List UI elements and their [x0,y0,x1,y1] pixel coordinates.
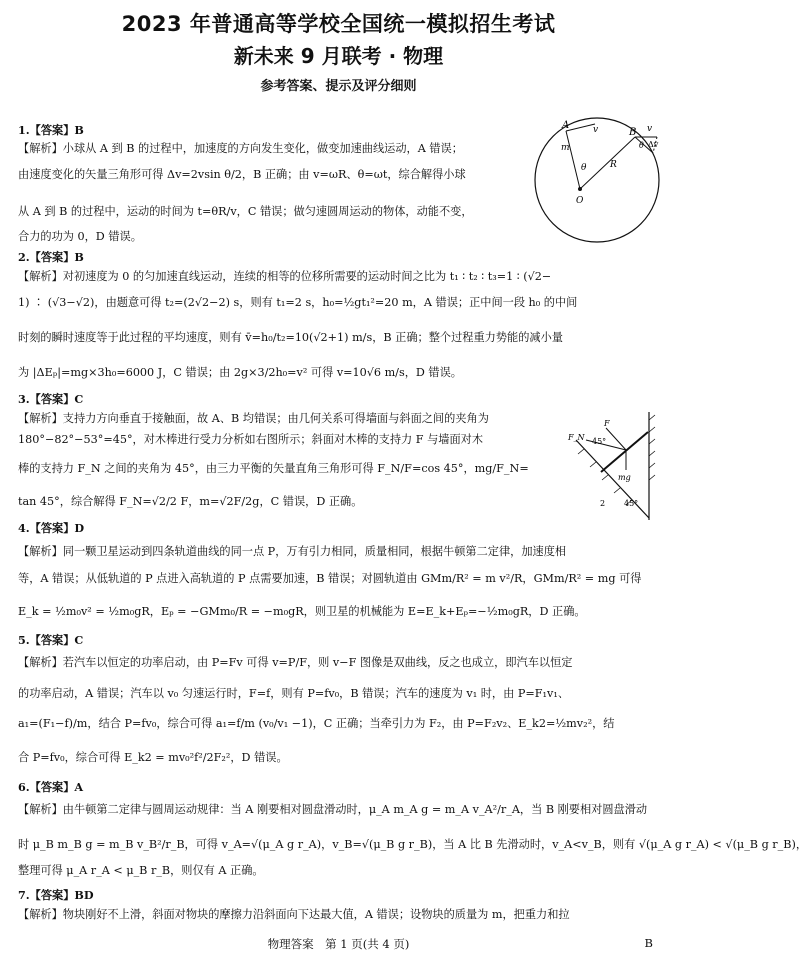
q1-circle-diagram [535,115,665,250]
q6-line1: 【解析】由牛顿第二定律与圆周运动规律：当 A 刚要相对圆盘滑动时，μ_A m_A g = m_A v_A²/r_A，当 B 刚要相对圆盘滑动 [18,803,648,816]
q2-line2: 1) ∶ (√3−√2)，由题意可得 t₂=(2√2−2) s，则有 t₁=2 s，h₀=½gt₁²=20 m，A 错误；正中间一段 h₀ 的中间 [18,296,578,309]
q1-line4: 合力的功为 0，D 错误。 [18,230,142,243]
q7-line1: 【解析】物块刚好不上滑，斜面对物块的摩擦力沿斜面向下达最大值，A 错误；设物块的质量为 m，把重力和拉 [18,908,570,921]
page-footer: 物理答案 第 1 页(共 4 页) [267,937,410,951]
q6-line2: 时 μ_B m_B g = m_B v_B²/r_B，可得 v_A=√(μ_A g r_A)，v_B=√(μ_B g r_B)，当 A 比 B 先滑动时，v_A<v_B，则有 √(μ_A g r_A) < √(μ_B g r_B)， [18,838,807,851]
q3-answer: 3.【答案】C [18,392,84,406]
q1-line2: 由速度变化的矢量三角形可得 Δv=2vsin θ/2，B 正确；由 v=ωR、θ=ωt，综合解得小球 [18,168,466,181]
q3-line3: 棒的支持力 F_N 之间的夹角为 45°，由三力平衡的矢量直角三角形可得 F_N/F=cos 45°，mg/F_N= [18,462,529,475]
exam-title: 2023 年普通高等学校全国统一模拟招生考试 [121,12,556,36]
q3-fig-2: 2 [600,499,606,508]
section-title: 参考答案、提示及评分细则 [260,79,417,94]
q7-answer: 7.【答案】BD [18,888,94,902]
q1-fig-m: m [561,143,570,153]
q5-line3: a₁=(F₁−f)/m，结合 P=fv₀，综合可得 a₁=f/m (v₀/v₁ −1)，C 正确；当牵引力为 F₂，由 P=F₂v₂、E_k2=½mv₂²，结 [18,717,615,730]
q1-answer: 1.【答案】B [18,123,84,137]
q3-fig-mg: mg [618,473,631,482]
q3-rod-diagram [566,410,661,522]
q1-fig-B: B [629,127,637,138]
q1-fig-R: R [610,160,617,170]
q3-fig-F: F [604,419,610,428]
q3-line1: 【解析】支持力方向垂直于接触面，故 A、B 均错误；由几何关系可得墙面与斜面之间的夹角为 [18,412,489,425]
q2-line4: 为 |ΔEₚ|=mg×3h₀=6000 J，C 错误；由 2g×3/2h₀=v² 可得 v=10√6 m/s，D 错误。 [18,366,462,379]
q4-line1: 【解析】同一颗卫星运动到四条轨道曲线的同一点 P，万有引力相同，质量相同，根据牛顿第二定律，加速度相 [18,545,567,558]
q1-line3: 从 A 到 B 的过程中，运动的时间为 t=θR/v，C 错误；做匀速圆周运动的物体，动能不变， [18,205,473,218]
q1-fig-O: O [576,196,584,206]
q3-fig-FN: F_N [568,433,585,442]
q5-answer: 5.【答案】C [18,633,84,647]
q5-line1: 【解析】若汽车以恒定的功率启动，由 P=Fv 可得 v=P/F，则 v−F 图像是双曲线，反之也成立，即汽车以恒定 [18,656,573,669]
q1-fig-theta2: θ [639,141,644,150]
q1-line1: 【解析】小球从 A 到 B 的过程中，加速度的方向发生变化，做变加速曲线运动，A 错误； [18,142,463,155]
version-mark: B [644,936,653,950]
q5-line4: 合 P=fv₀，综合可得 E_k2 = mv₀²f²/2F₂²，D 错误。 [18,751,288,764]
q4-answer: 4.【答案】D [18,521,85,535]
q1-fig-A: A [562,120,570,131]
exam-subtitle: 新未来 9 月联考 · 物理 [233,44,444,68]
q4-line2: 等，A 错误；从低轨道的 P 点进入高轨道的 P 点需要加速，B 错误；对圆轨道由 GMm/R² = m v²/R，GMm/R² = mg 可得 [18,572,642,585]
q3-line4: tan 45°，综合解得 F_N=√2/2 F，m=√2F/2g，C 错误，D 正确。 [18,495,363,508]
q4-line3: E_k = ½m₀v² = ½m₀gR，Eₚ = −GMm₀/R = −m₀gR，则卫星的机械能为 E=E_k+Eₚ=−½m₀gR，D 正确。 [18,605,586,618]
q3-line2: 180°−82°−53°=45°，对木棒进行受力分析如右图所示；斜面对木棒的支持力 F 与墙面对木 [18,433,484,446]
q1-fig-dv: Δv [648,140,659,149]
q1-fig-v2: v [647,124,653,134]
q5-line2: 的功率启动，A 错误；汽车以 v₀ 匀速运行时，F=f，则有 P=fv₀，B 错误；汽车的速度为 v₁ 时，由 P=F₁v₁、 [18,687,570,700]
q3-fig-angle1: 45° [592,437,607,446]
q2-line1: 【解析】对初速度为 0 的匀加速直线运动，连续的相等的位移所需要的运动时间之比为 t₁ ∶ t₂ ∶ t₃=1 ∶ (√2− [18,270,552,283]
q1-fig-theta1: θ [581,163,587,173]
q6-line3: 整理可得 μ_A r_A < μ_B r_B，则仅有 A 正确。 [18,864,264,877]
q3-fig-angle2: 45° [624,499,639,508]
q1-fig-v1: v [593,125,599,135]
q2-answer: 2.【答案】B [18,250,84,264]
q6-answer: 6.【答案】A [18,780,84,794]
q2-line3: 时刻的瞬时速度等于此过程的平均速度，则有 v̄=h₀/t₂=10(√2+1) m/s，B 正确；整个过程重力势能的减小量 [18,331,563,344]
